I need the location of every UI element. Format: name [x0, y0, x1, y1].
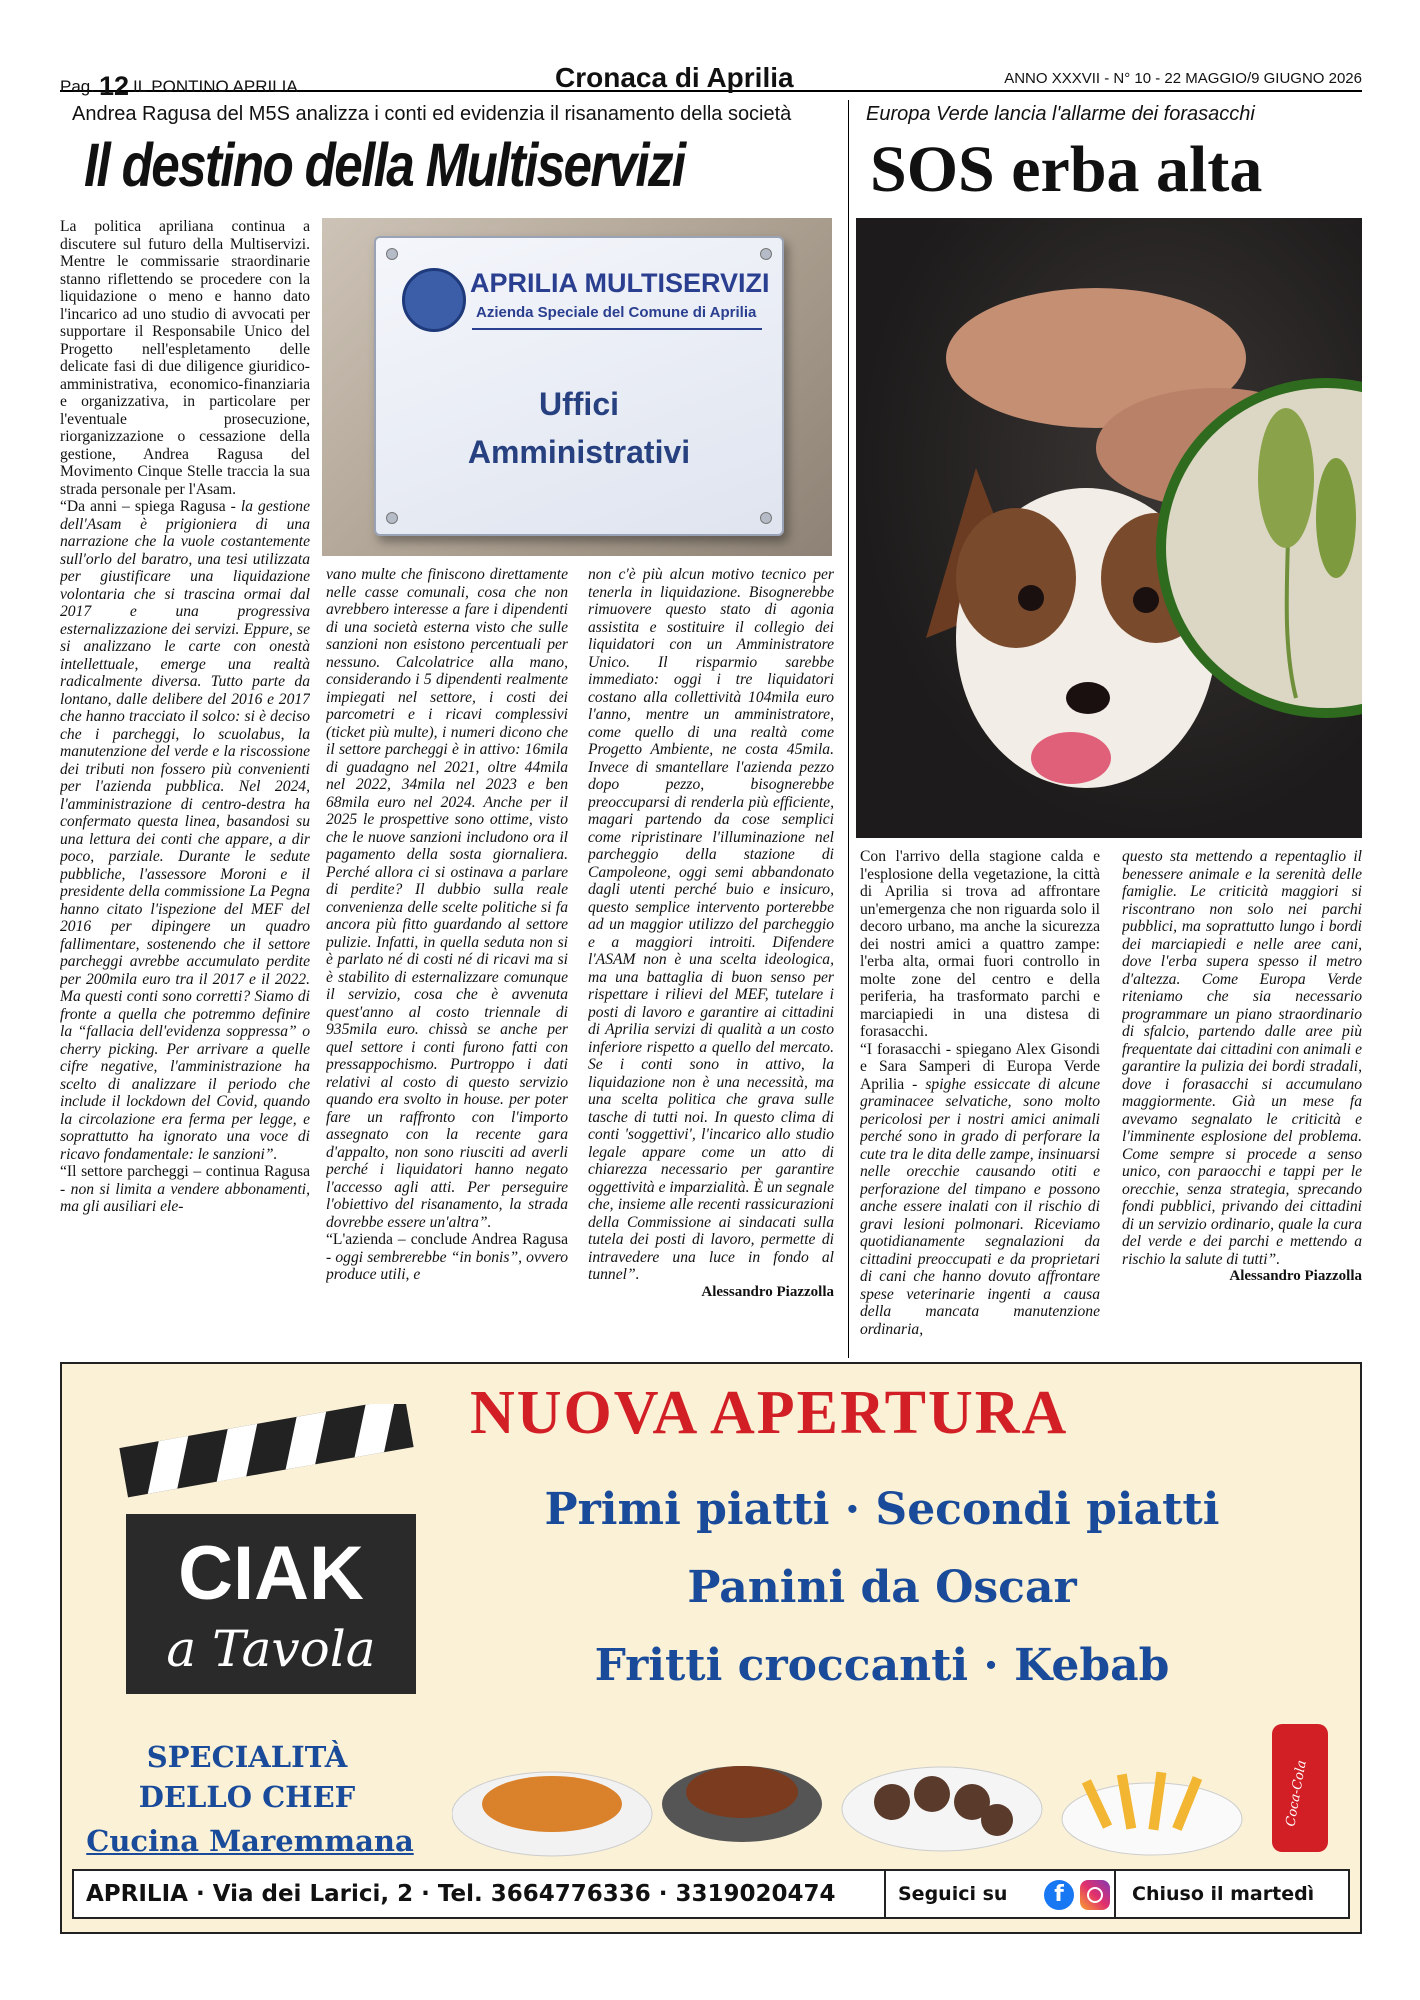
screw	[386, 248, 398, 260]
left-article-col2: vano multe che finiscono direttamente nelle casse comunali, cosa che non avrebbero interesse a fare i dipendenti di una società esterna visto che sulle sanzioni non esistono percentuali per nessuno. Calcolatrice alla mano, considerando i 5 dipendenti realmente impiegati nel settore, i costi dei parcometri e i ricavi complessivi (ticket più multe), i numeri dicono che il settore parcheggi è in attivo: 16mila di guadagno nel 2021, oltre 44mila nel 2022, 34mila nel 2023 e ben 68mila euro nel 2024. Anche per il 2025 le prospettive sono ottime, visto che le nuove sanzioni includono ora il pagamento della sosta giornaliera. Perché allora ci si ostinava a parlare di perdite? Il dubbio sulla reale convenienza delle scelte politiche si fa ancora più fitto guardando al settore pulizie. Infatti, in quella seduta non si è parlato né di costi né di ricavi ma si è stabilito di esternalizzare comunque il servizio, cosa che è avvenuta quest'anno al costo triennale di 935mila euro. chissà se anche per quel settore i conti furono fatti con pressappochismo. Purtroppo i dati relativi al costo di questo servizio quando era svolto in house. per poter fare un raffronto con l'importo assegnato con la recente gara d'appalto, non sono riusciti ad averli perché i liquidatori hanno negato l'accesso agli atti. Per perseguire l'obiettivo del risanamento, la strada dovrebbe essere un'altra”. “L'azienda – conclude Andrea Ragusa - oggi sembrerebbe “in bonis”, ovvero produce utili, e	[326, 566, 568, 1283]
left-kicker: Andrea Ragusa del M5S analizza i conti ed evidenzia il risanamento della società	[72, 103, 792, 125]
page-header	[60, 62, 1362, 101]
ad-specialty-1: SPECIALITÀ	[146, 1740, 348, 1774]
aprilia-logo-icon	[402, 268, 466, 332]
multiservizi-sign-photo	[322, 218, 832, 556]
right-signature: Alessandro Piazzolla	[1229, 1268, 1362, 1284]
ad-footer	[72, 1869, 1350, 1919]
sign-subtitle: Azienda Speciale del Comune di Aprilia	[476, 304, 757, 321]
issue-date: ANNO XXXVII - N° 10 - 22 MAGGIO/9 GIUGNO 2026	[1004, 70, 1362, 87]
sign-office-line2: Amministrativi	[467, 434, 691, 470]
footer-divider	[1114, 1871, 1116, 1917]
bruschetta-icon	[914, 1776, 950, 1812]
left-article-col1: La politica apriliana continua a discutere sul futuro della Multiservizi. Mentre le commissarie straordinarie stanno riflettendo se procedere con la liquidazione o meno e hanno dato l'incarico ad uno studio di avvocati per supportare il Responsabile Unico del Progetto nell'espletamento delle delicate fasi di due diligence giuridico-amministrativa, economico-finanziaria e organizzativa, in particolare per l'eventuale prosecuzione, riorganizzazione o cessazione della gestione, Andrea Ragusa del Movimento Cinque Stelle traccia la sua strada personale per l'Asam. “Da anni – spiega Ragusa - la gestione dell'Asam è prigioniera di una narrazione che la vuole costantemente sull'orlo del baratro, una tesi utilizzata per giustificare una liquidazione volontaria che si trascina ormai dal 2017 e una progressiva esternalizzazione dei servizi. Eppure, se si analizzano le carte con onestà intellettuale, emerge una realtà radicalmente diversa. Tutto parte da lontano, dalle delibere del 2016 e 2017 che hanno tracciato il solco: si è deciso che i parcheggi, lo scuolabus, la manutenzione del verde e la riscossione dei tributi non fossero più convenienti per l'azienda pubblica. Nel 2024, l'amministrazione di centro-destra ha confermato questa linea, basandosi su una lettura dei conti che appare, a dir poco, parziale. Durante le sedute pubbliche, l'assessore Moroni e il presidente della commissione La Pegna hanno citato l'ispezione del MEF del 2016 per dipingere un quadro fallimentare, sostenendo che il settore parcheggi avrebbe accumulato perdite per 200mila euro tra il 2017 e il 2022. Ma questi conti sono corretti? Siamo di fronte a quella che potremmo definire la “fallacia dell'evidenza soppressa” o cherry picking. Per arrivare a quelle cifre negative, l'amministrazione ha scelto di analizzare il periodo che include il lockdown del Covid, quando la circolazione era ferma per legge, e soprattutto ha ignorato una voce di ricavo fondamentale: le sanzioni”. “Il settore parcheggi – continua Ragusa - non si limita a vendere abbonamenti, ma gli ausiliari ele-	[60, 218, 310, 1215]
ad-menu-line1: Primi piatti · Secondi piatti	[544, 1484, 1220, 1535]
ad-follow: Seguici su	[898, 1883, 1008, 1905]
column-divider	[848, 100, 849, 1358]
dog-patch	[956, 508, 1076, 648]
right-headline: SOS erba alta	[870, 133, 1263, 206]
right-kicker: Europa Verde lancia l'allarme dei forasacchi	[866, 103, 1255, 125]
food-photos	[452, 1724, 1332, 1864]
restaurant-ad	[60, 1362, 1362, 1934]
page-number: Pag. 12 IL PONTINO APRILIA	[60, 71, 298, 101]
dog-eye	[1133, 587, 1159, 613]
bruschetta-icon	[981, 1804, 1013, 1836]
left-article-col3: non c'è più alcun motivo tecnico per tenerla in liquidazione. Bisognerebbe rimuovere questo stato di agonia assistita e sostituire il collegio dei liquidatori con un Amministratore Unico. Il risparmio sarebbe immediato: oggi i tre liquidatori costano alla collettività 104mila euro l'anno, mentre un amministratore, come quello di una realtà come Progetto Ambiente, ne costa 45mila. Invece di smantellare l'azienda pezzo dopo pezzo, bisognerebbe preoccuparsi di renderla più efficiente, magari partendo da cose semplici come ripristinare l'illuminazione nel parcheggio della stazione di Campoleone, oggi semi abbandonato dagli utenti perché buio e insicuro, questo semplice intervento porterebbe ad un maggior utilizzo del parcheggio e a maggiori introiti. Difendere l'ASAM non è una scelta ideologica, ma una battaglia di buon senso per rispettare i rilievi del MEF, tutelare i posti di lavoro e garantire ai cittadini di Aprilia servizi di qualità a un costo inferiore rispetto a quello del mercato. Se i conti sono in attivo, la liquidazione non è una necessità, ma una scelta politica che grava sulle tasche di tutti noi. In questo clima di conti 'soggettivi', l'incarico allo studio legale appare come un atto di chiarezza necessario per garantire oggettività e imparzialità. È un segnale che, insieme alle recenti rassicurazioni della Commissione ai sindacati sulla tutela dei posti di lavoro, permette di intravedere una luce in fondo al tunnel”. Alessandro Piazzolla	[588, 566, 834, 1300]
section-title: Cronaca di Aprilia	[555, 62, 794, 93]
facebook-icon[interactable]: f	[1044, 1880, 1074, 1910]
steak-icon	[686, 1766, 798, 1818]
pasta-icon	[482, 1776, 622, 1832]
ad-menu-line2: Panini da Oscar	[687, 1562, 1077, 1613]
sign-title: APRILIA MULTISERVIZI	[470, 268, 770, 298]
grass-spike	[1316, 458, 1356, 578]
clapperboard-logo	[86, 1404, 436, 1704]
instagram-icon[interactable]	[1080, 1880, 1110, 1910]
footer-divider	[884, 1871, 886, 1917]
screw	[760, 248, 772, 260]
left-headline: Il destino della Multiservizi	[84, 131, 685, 199]
ad-closed-day: Chiuso il martedì	[1132, 1883, 1315, 1905]
ad-cuisine: Cucina Maremmana	[86, 1824, 414, 1858]
ad-headline: NUOVA APERTURA	[470, 1379, 1069, 1447]
office-plate	[374, 236, 784, 536]
screw	[386, 512, 398, 524]
sign-rule	[472, 328, 762, 330]
bruschetta-icon	[874, 1784, 910, 1820]
sign-office-line1: Uffici	[539, 386, 619, 422]
logo-text-top: CIAK	[178, 1531, 364, 1616]
can-brand: Coca-Cola	[1283, 1759, 1310, 1828]
dog-eye	[1018, 585, 1044, 611]
ad-address: APRILIA · Via dei Larici, 2 · Tel. 3664776336 · 3319020474	[86, 1881, 836, 1907]
ad-menu-line3: Fritti croccanti · Kebab	[594, 1640, 1170, 1691]
dog-tongue	[1031, 732, 1111, 784]
dog-nose	[1066, 682, 1110, 714]
right-article-col2: questo sta mettendo a repentaglio il benessere animale e la serenità delle famiglie. Le criticità maggiori si riscontrano non solo nei parchi pubblici, ma soprattutto lungo i bordi dei marciapiedi e nelle aree cani, dove l'erba supera spesso il metro d'altezza. Come Europa Verde riteniamo che sia necessario programmare un piano straordinario di sfalcio, partendo dalle aree più frequentate dai cittadini con animali e garantire la pulizia dei bordi stradali, dove i forasacchi si accumulano maggiormente. Già un mese fa avevamo segnalato le criticità e l'imminente esplosione del problema. Come sempre si procede a senso unico, con paraocchi e tappi per le orecchie, senza strategia, sprecando fondi pubblici, privando dei cittadini di un servizio ordinario, quale la cura del verde e dei parchi e mettendo a rischio la salute di tutti”. Alessandro Piazzolla	[1122, 848, 1362, 1284]
left-signature: Alessandro Piazzolla	[701, 1283, 834, 1300]
screw	[760, 512, 772, 524]
right-article-col1: Con l'arrivo della stagione calda e l'esplosione della vegetazione, la città di Aprilia si trova ad affrontare un'emergenza che non riguarda solo il decoro urbano, ma anche la sicurezza dei nostri amici a quattro zampe: l'erba alta, ormai fuori controllo in molte zone del centro e della periferia, ha trasformato parchi e marciapiedi in una distesa di forasacchi. “I forasacchi - spiegano Alex Gisondi e Sara Samperi di Europa Verde Aprilia - spighe essiccate di alcune graminacee selvatiche, sono molto pericolosi per i nostri amici animali perché sono in grado di perforare la cute tra le dita delle zampe, insinuarsi nelle orecchie causando otiti e perforazione del timpano e possono anche essere inalati con il rischio di gravi lesioni polmonari. Riceviamo quotidianamente segnalazioni da cittadini preoccupati e da proprietari di cani che hanno dovuto affrontare spese veterinarie ingenti a causa della mancata manutenzione ordinaria,	[860, 848, 1100, 1338]
dog-photo	[856, 218, 1362, 838]
grass-spike	[1258, 408, 1314, 548]
logo-text-bottom: a Tavola	[166, 1620, 376, 1678]
dog-illustration	[856, 218, 1362, 838]
ad-specialty-2: DELLO CHEF	[138, 1780, 356, 1814]
